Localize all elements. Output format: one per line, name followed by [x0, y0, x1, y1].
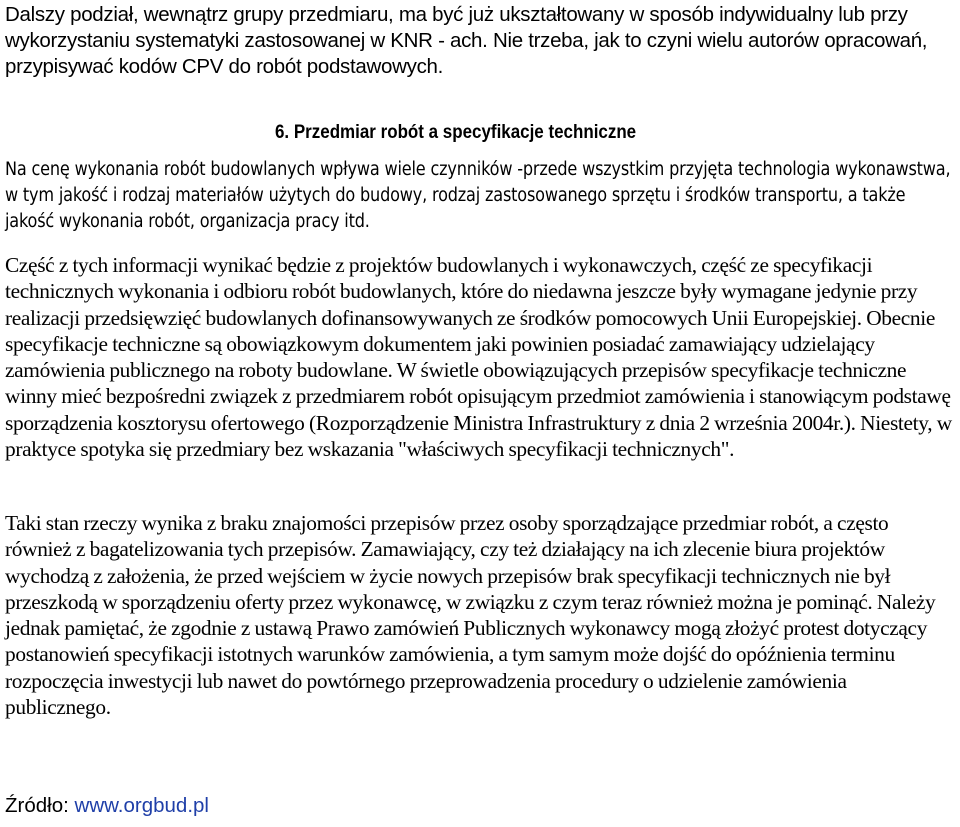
intro-paragraph: Dalszy podział, wewnątrz grupy przedmiaru, ma być już ukształtowany w sposób indywidualny lub przy wykorzystaniu systematyki zastosowanej w KNR - ach. Nie trzeba, jak to czyni wielu autorów opracowań, przypisywać kodów CPV do robót podstawowych. — [5, 3, 928, 78]
source-label: Źródło: — [5, 794, 69, 817]
section-intro-paragraph: Na cenę wykonania robót budowlanych wpływa wiele czynników -przede wszystkim przyjęta technologia wykonawstwa, w tym jakość i rodzaj materiałów użytych do budowy, rodzaj zastosowanego sprzętu i środków transportu, a także jakość wykonania robót, organizacja pracy itd. — [5, 159, 951, 232]
source-link[interactable]: www.orgbud.pl — [74, 794, 209, 817]
document-page — [5, 0, 955, 817]
body-paragraph-1: Część z tych informacji wynikać będzie z projektów budowlanych i wykonawczych, część ze specyfikacji technicznych wykonania i odbioru robót budowlanych, które do niedawna jeszcze były wymagane jedynie przy realizacji przedsięwzięć budowlanych dofinansowywanych ze środków pomocowych Unii Europejskiej. Obecnie specyfikacje techniczne są obowiązkowym dokumentem jaki powinien posiadać zamawiający udzielający zamówienia publicznego na roboty budowlane. W świetle obowiązujących przepisów specyfikacje techniczne winny mieć bezpośredni związek z przedmiarem robót opisującym przedmiot zamówienia i stanowiącym podstawę sporządzenia kosztorysu ofertowego (Rozporządzenie Ministra Infrastruktury z dnia 2 września 2004r.). Niestety, w praktyce spotyka się przedmiary bez wskazania "właściwych specyfikacji technicznych". — [5, 253, 952, 462]
body-paragraph-2: Taki stan rzeczy wynika z braku znajomości przepisów przez osoby sporządzające przedmiar robót, a często również z bagatelizowania tych przepisów. Zamawiający, czy też działający na ich zlecenie biura projektów wychodzą z założenia, że przed wejściem w życie nowych przepisów brak specyfikacji technicznych nie był przeszkodą w sporządzeniu oferty przez wykonawcę, w związku z czym teraz również można je pominąć. Należy jednak pamiętać, że zgodnie z ustawą Prawo zamówień Publicznych wykonawcy mogą złożyć protest dotyczący postanowień specyfikacji istotnych warunków zamówienia, a tym samym może dojść do opóźnienia terminu rozpoczęcia inwestycji lub nawet do powtórnego przeprowadzenia procedury o udzielenie zamówienia publicznego. — [5, 511, 936, 720]
source-line — [5, 794, 209, 818]
section-heading: 6. Przedmiar robót a specyfikacje techniczne — [275, 121, 637, 143]
